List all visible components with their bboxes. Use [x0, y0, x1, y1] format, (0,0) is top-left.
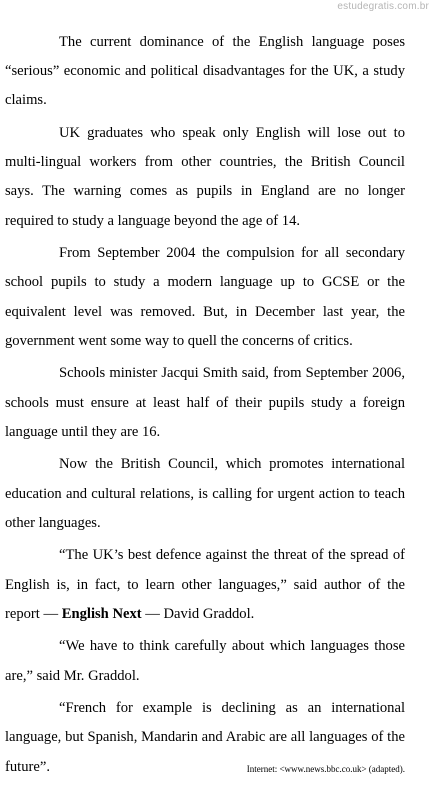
paragraph-6-before: “The UK’s best defence against the threat of the spread of English is, in fact, to learn other languages,” said author of the report —: [5, 547, 405, 622]
paragraph-7: “We have to think carefully about which languages those are,” said Mr. Graddol.: [5, 638, 405, 684]
paragraph-3: From September 2004 the compulsion for all secondary school pupils to study a modern language up to GCSE or the equivalent level was removed. But, in December last year, the government went some way to quell the concerns of critics.: [5, 245, 405, 349]
paragraph-1: The current dominance of the English language poses “serious” economic and political disadvantages for the UK, a study claims.: [5, 34, 405, 109]
paragraph-6: [5, 541, 405, 629]
paragraph-5: Now the British Council, which promotes international education and cultural relations, is calling for urgent action to teach other languages.: [5, 456, 405, 531]
article-text: [5, 28, 405, 785]
paragraph-6-after: — David Graddol.: [141, 605, 255, 622]
paragraph-4: Schools minister Jacqui Smith said, from September 2006, schools must ensure at least half of their pupils study a foreign language until they are 16.: [5, 365, 405, 440]
paragraph-8: “French for example is declining as an international language, but Spanish, Mandarin and Arabic are all languages of the future”.: [5, 700, 405, 775]
source-citation: Internet: <www.news.bbc.co.uk> (adapted).: [246, 764, 405, 774]
paragraph-2: UK graduates who speak only English will lose out to multi-lingual workers from other countries, the British Council says. The warning comes as pupils in England are no longer required to study a language beyond the age of 14.: [5, 125, 405, 229]
watermark: estudegratis.com.br: [337, 1, 429, 12]
report-title: English Next: [61, 605, 142, 622]
